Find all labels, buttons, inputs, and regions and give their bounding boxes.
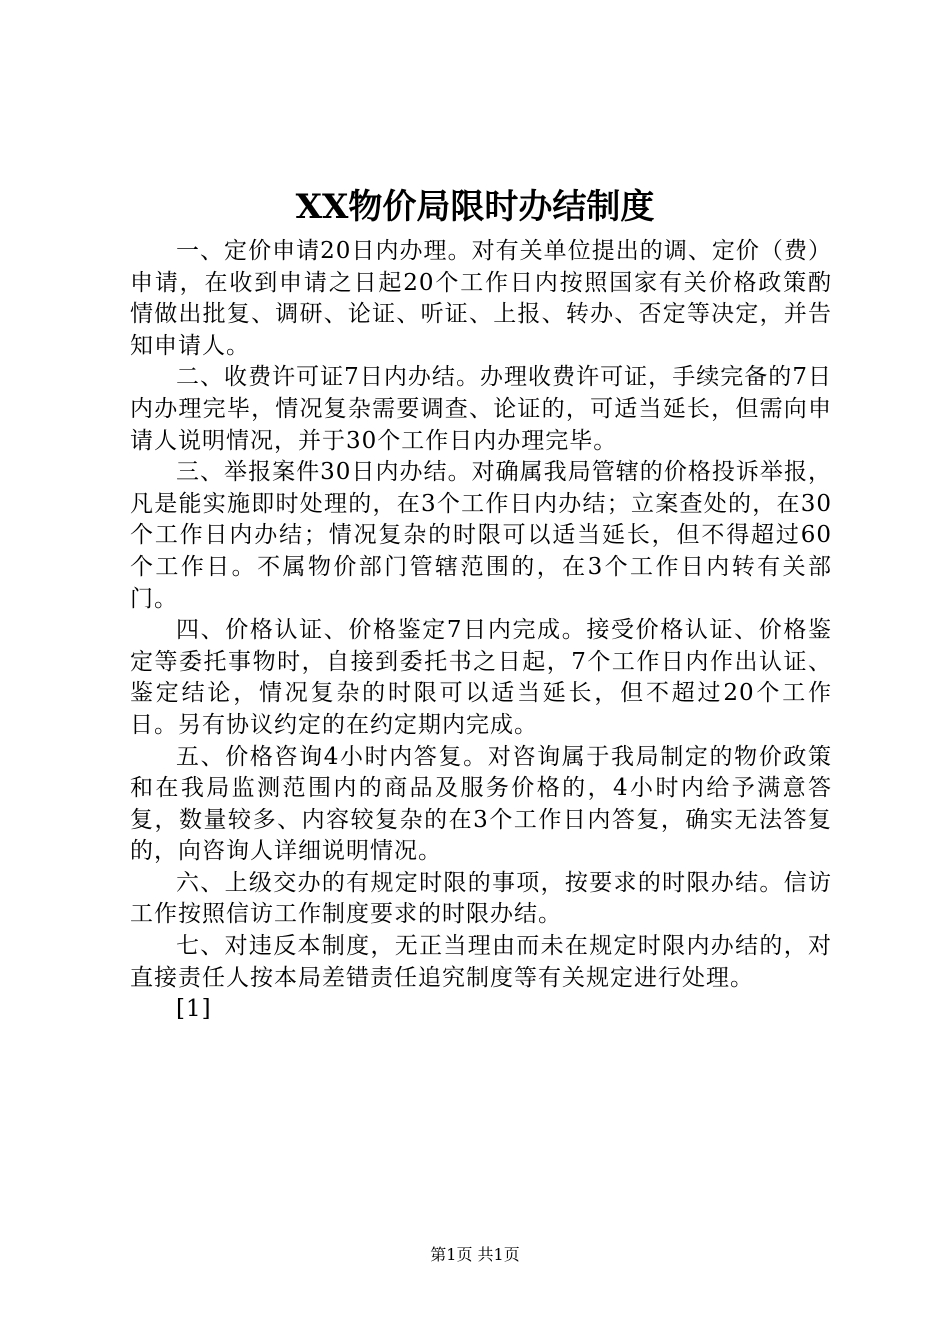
paragraph-3: 三、举报案件30日内办结。对确属我局管辖的价格投诉举报，凡是能实施即时处理的，在3个工作日内办结；立案查处的，在30个工作日内办结；情况复杂的时限可以适当延长，但不得超过60个工作日。不属物价部门管辖范围的，在3个工作日内转有关部门。 [130,459,832,612]
page-footer: 第1页 共1页 [430,1245,520,1264]
document-body [130,236,832,1026]
reference-marker: [1] [176,996,212,1023]
paragraph-4: 四、价格认证、价格鉴定7日内完成。接受价格认证、价格鉴定等委托事物时，自接到委托书之日起，7个工作日内作出认证、鉴定结论，情况复杂的时限可以适当延长，但不超过20个工作日。另有协议约定的在约定期内完成。 [130,617,832,738]
paragraph-1: 一、定价申请20日内办理。对有关单位提出的调、定价（费）申请，在收到申请之日起20个工作日内按照国家有关价格政策酌情做出批复、调研、论证、听证、上报、转办、否定等决定，并告知申请人。 [130,238,832,359]
document-title: XX物价局限时办结制度 [295,187,655,227]
paragraph-2: 二、收费许可证7日内办结。办理收费许可证，手续完备的7日内办理完毕，情况复杂需要调查、论证的，可适当延长，但需向申请人说明情况，并于30个工作日内办理完毕。 [130,364,832,454]
paragraph-6: 六、上级交办的有规定时限的事项，按要求的时限办结。信访工作按照信访工作制度要求的时限办结。 [130,869,832,928]
paragraph-5: 五、价格咨询4小时内答复。对咨询属于我局制定的物价政策和在我局监测范围内的商品及服务价格的，4小时内给予满意答复，数量较多、内容较复杂的在3个工作日内答复，确实无法答复的，向咨询人详细说明情况。 [130,743,832,865]
paragraph-7: 七、对违反本制度，无正当理由而未在规定时限内办结的，对直接责任人按本局差错责任追究制度等有关规定进行处理。 [130,933,832,991]
